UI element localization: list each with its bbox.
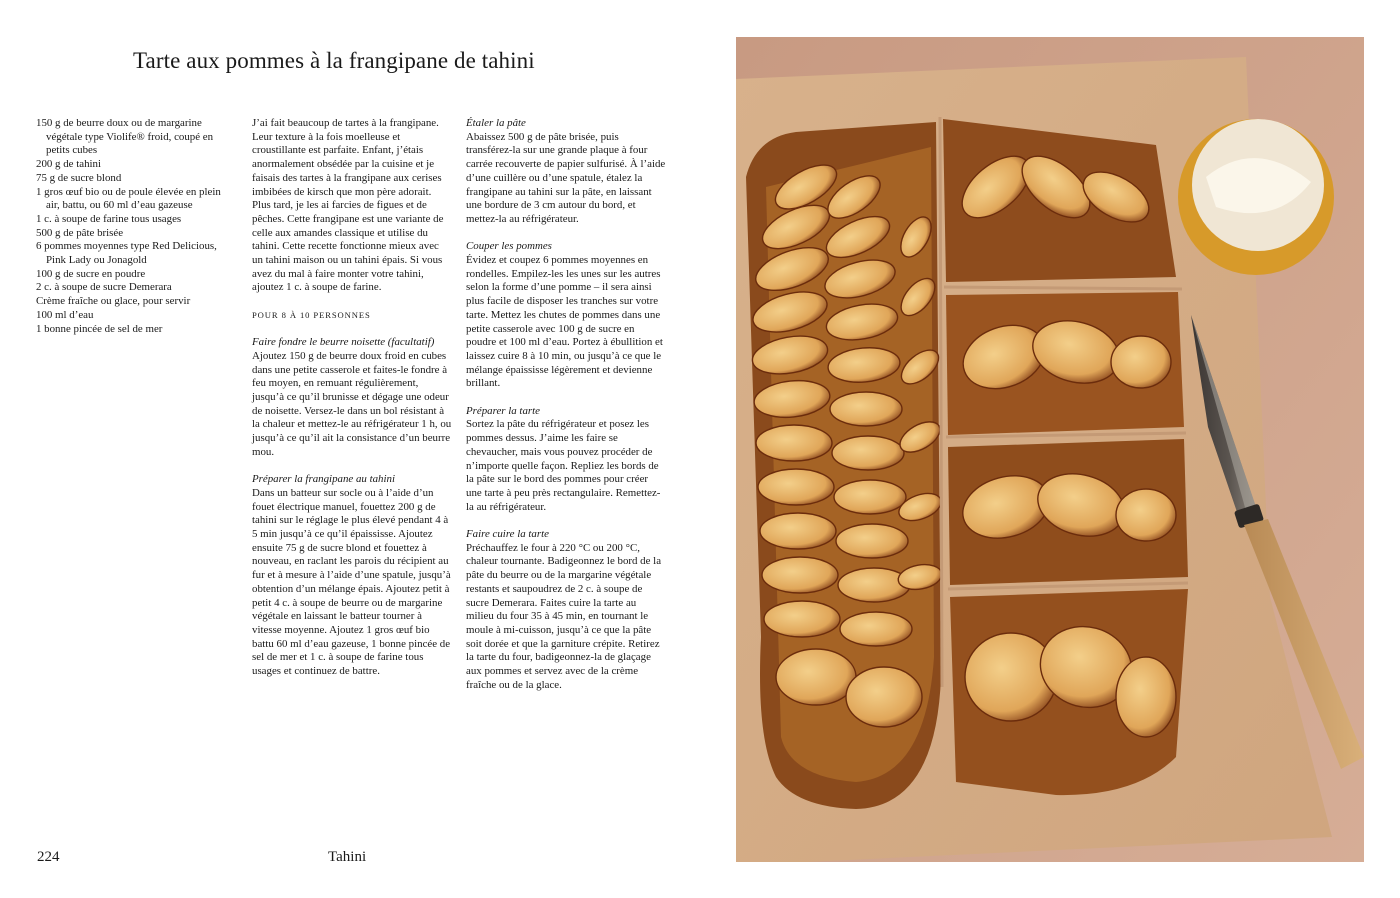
method-column-1 — [252, 117, 452, 692]
ingredient-item: 75 g de sucre blond — [36, 171, 122, 184]
step-heading: Préparer la tarte — [466, 404, 541, 417]
recipe-title: Tarte aux pommes à la frangipane de tahini — [133, 48, 535, 73]
step-text: Abaissez 500 g de pâte brisée, puis transférez-la sur une grande plaque à four carrée recouverte de papier sulfurisé. À l’aide d’une cuillère ou d’une spatule, étalez la frangipane au tahini sur la pâte, en laissant une bordure de 3 cm autour du bord, et mettez-la au réfrigérateur. — [466, 130, 666, 225]
step-heading: Préparer la frangipane au tahini — [252, 473, 395, 486]
step-text: Sortez la pâte du réfrigérateur et posez les pommes dessus. J’aime les faire se chevaucher, mais vous pouvez procéder de n’importe quelle façon. Repliez les bords de la pâte sur le bord des pommes pour créer une tarte à peu près rectangulaire. Remettez-la au réfrigérateur. — [466, 418, 661, 513]
ingredient-item: 6 pommes moyennes type Red Delicious, Pink Lady ou Jonagold — [36, 240, 217, 267]
ingredient-item: 200 g de tahini — [36, 158, 102, 171]
step-frangipane — [252, 473, 452, 679]
running-head: Tahini — [328, 849, 367, 865]
ingredient-item: 500 g de pâte brisée — [36, 226, 124, 239]
step-heading: Faire fondre le beurre noisette (facultatif) — [252, 336, 435, 349]
ingredient-item: 2 c. à soupe de sucre Demerara — [36, 281, 172, 294]
ingredient-item: 1 bonne pincée de sel de mer — [36, 322, 163, 335]
step-assemble-tart — [466, 405, 666, 515]
ingredient-list — [36, 117, 236, 336]
method-column-2 — [466, 117, 666, 706]
step-text: Ajoutez 150 g de beurre doux froid en cubes dans une petite casserole et faites-le fondre à feu moyen, en remuant régulièrement, jusqu’à ce qu’il brunisse et dégage une odeur de noisette. Versez-le dans un bol résistant à la chaleur et mettez-le au réfrigérateur 1 h, ou jusqu’à ce qu’il ait la consistance d’un beurre mou. — [252, 349, 452, 458]
step-text: Préchauffez le four à 220 °C ou 200 °C, chaleur tournante. Badigeonnez le bord de la pâte du beurre ou de la margarine végétale restants et saupoudrez de 2 c. à soupe de sucre Demerara. Faites cuire la tarte au milieu du four 35 à 45 min, en tournant le moule à mi-cuisson, jusqu’à ce que la pâte soit dorée et que la garniture crépite. Retirez la tarte du four, badigeonnez-la de glaçage aux pommes et servez avec de la crème fraîche ou de la glace. — [466, 541, 662, 691]
ingredient-item: 1 gros œuf bio ou de poule élevée en plein air, battu, ou 60 ml d’eau gazeuse — [36, 185, 221, 212]
cream-bowl — [1178, 119, 1334, 275]
step-roll-dough — [466, 117, 666, 227]
step-brown-butter — [252, 336, 452, 459]
tart-photo — [736, 37, 1364, 862]
step-bake-tart — [466, 528, 666, 692]
ingredient-item: Crème fraîche ou glace, pour servir — [36, 295, 191, 308]
step-text: Dans un batteur sur socle ou à l’aide d’un fouet électrique manuel, fouettez 200 g de tahini sur le réglage le plus élevé pendant 4 à 5 min jusqu’à ce qu’il épaississe. Ajoutez ensuite 75 g de sucre blond et fouettez à nouveau, en raclant les parois du récipient au fur et à mesure à l’aide d’une spatule, jusqu’à obtention d’un mélange épais. Ajoutez petit à petit 4 c. à soupe de beurre ou de margarine végétale en laissant le batteur tourner à vitesse moyenne. Ajoutez 1 gros œuf bio battu 60 ml d’eau gazeuse, 1 bonne pincée de sel de mer et 1 c. à soupe de farine tous usages et continuez de battre. — [252, 486, 451, 678]
page-number: 224 — [37, 849, 60, 865]
ingredient-item: 150 g de beurre doux ou de margarine végétale type Violife® froid, coupé en petits cubes — [36, 117, 214, 157]
step-heading: Étaler la pâte — [466, 117, 526, 129]
step-text: Évidez et coupez 6 pommes moyennes en rondelles. Empilez-les les unes sur les autres selon la forme d’une pomme – il sera ainsi plus facile de disposer les tranches sur votre tarte. Mettez les chutes de pommes dans une petite casserole avec 100 g de sucre en poudre et 100 ml d’eau. Portez à ébullition et laissez cuire 8 à 10 min, ou jusqu’à ce que le mélange épaississe légèrement et devienne brillant. — [466, 254, 663, 390]
step-heading: Couper les pommes — [466, 240, 552, 253]
ingredient-item: 1 c. à soupe de farine tous usages — [36, 212, 182, 225]
step-cut-apples — [466, 240, 666, 391]
ingredients-column — [36, 117, 236, 336]
tart-photo-illustration — [736, 37, 1364, 862]
ingredient-item: 100 g de sucre en poudre — [36, 267, 146, 280]
step-heading: Faire cuire la tarte — [466, 528, 549, 541]
ingredient-item: 100 ml d’eau — [36, 308, 94, 321]
intro-paragraph: J’ai fait beaucoup de tartes à la frangipane. Leur texture à la fois moelleuse et croustillante est parfaite. Enfant, j’étais anormalement obsédée par la cuisine et je faisais des tartes à la frangipane aux cerises imbibées de kirsch que mon père adorait. Plus tard, je les ai farcies de figues et de pêches. Cette frangipane est une variante de celle aux amandes classique et utilise du tahini. Cette recette fonctionne mieux avec un tahini maison ou un tahini épais. Si vous avez du mal à faire monter votre tahini, ajoutez 1 c. à soupe de farine. — [252, 117, 444, 294]
servings-label: POUR 8 À 10 PERSONNES — [252, 309, 371, 320]
